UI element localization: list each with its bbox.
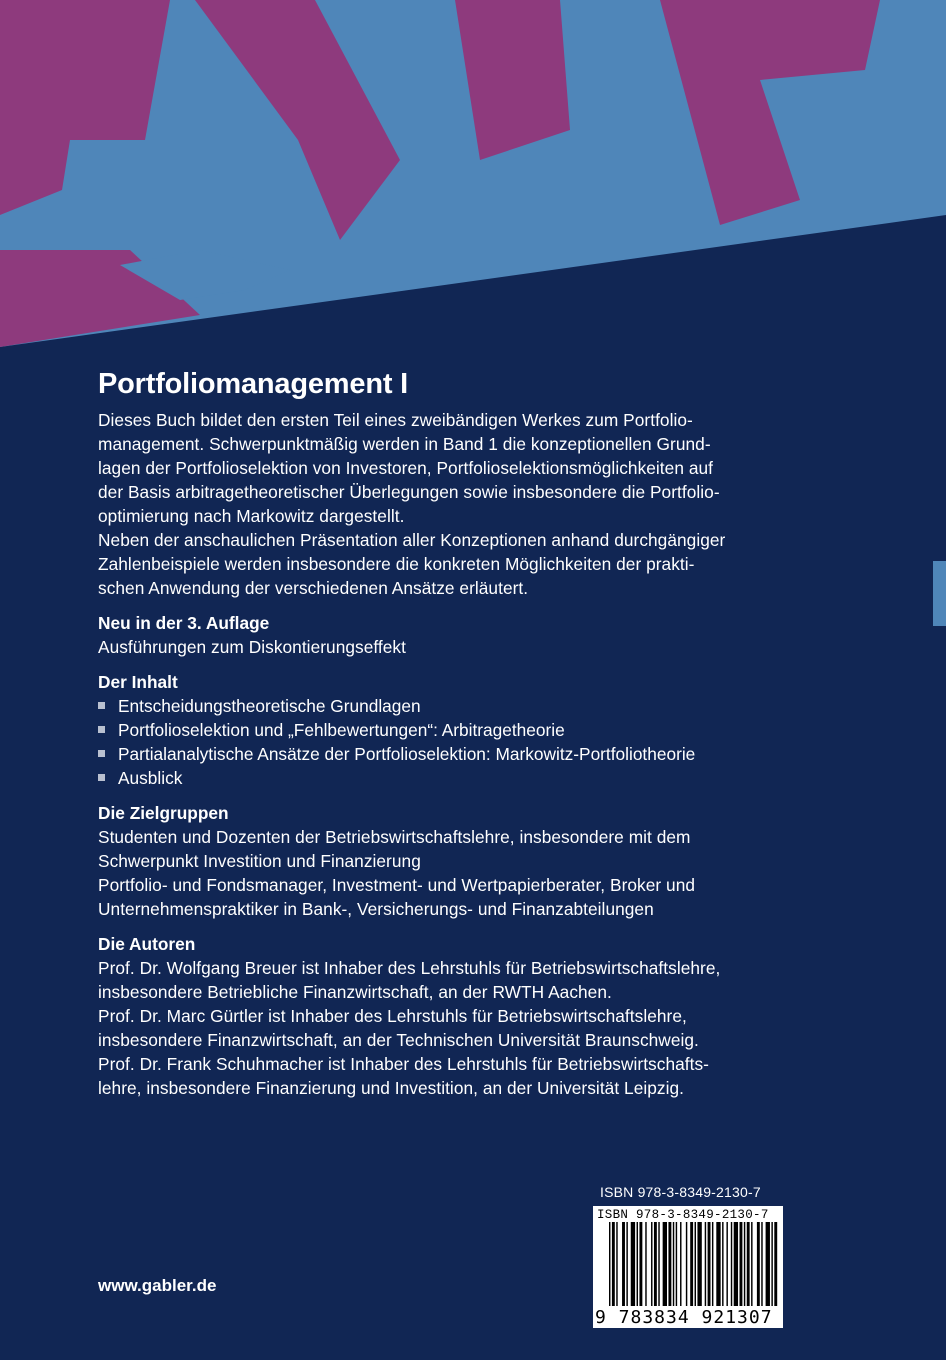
- barcode-bar: [639, 1222, 642, 1306]
- barcode-bar: [612, 1222, 615, 1306]
- barcode-bar: [676, 1222, 677, 1306]
- barcode-bar: [726, 1222, 727, 1306]
- authors-section: [98, 932, 818, 1100]
- list-item-text: Portfolioselektion und „Fehlbewertungen“: Arbitragetheorie: [118, 720, 565, 740]
- description-paragraph-1: Dieses Buch bildet den ersten Teil eines zweibändigen Werkes zum Portfolio- management. Schwerpunktmäßig werden in Band 1 die konzeptionellen Grund- lagen der Portfolioselektion von Investoren, Portfolioselektionsmöglichkeiten auf der Basis arbitragetheoretischer Überlegungen sowie insbesondere die Portfolio- optimierung nach Markowitz dargestellt.: [98, 410, 720, 526]
- new-edition-heading: Neu in der 3. Auflage: [98, 613, 270, 633]
- barcode-bar: [744, 1222, 745, 1306]
- list-item: [98, 694, 818, 718]
- list-item: [98, 766, 818, 790]
- barcode-bar: [637, 1222, 638, 1306]
- barcode: [593, 1206, 783, 1328]
- target-groups-text: Studenten und Dozenten der Betriebswirtschaftslehre, insbesondere mit dem Schwerpunkt Investition und Finanzierung Portfolio- und Fondsmanager, Investment- und Wertpapierberater, Broker und Unternehmenspraktiker in Bank-, Versicherungs- und Finanzabteilungen: [98, 827, 696, 919]
- book-title: Portfoliomanagement I: [98, 368, 408, 400]
- barcode-bar: [774, 1222, 777, 1306]
- barcode-bar: [740, 1222, 743, 1306]
- contents-heading: Der Inhalt: [98, 672, 178, 692]
- authors-text: Prof. Dr. Wolfgang Breuer ist Inhaber des Lehrstuhls für Betriebswirtschaftslehre, insbesondere Betriebliche Finanzwirtschaft, an der RWTH Aachen. Prof. Dr. Marc Gürtler ist Inhaber des Lehrstuhls für Betriebswirtschaftslehre, insbesondere Finanzwirtschaft, an der Technischen Universität Braunschweig. Prof. Dr. Frank Schuhmacher ist Inhaber des Lehrstuhls für Betriebswirtschafts- lehre, insbesondere Finanzierung und Investition, an der Universität Leipzig.: [98, 958, 721, 1098]
- barcode-bar: [663, 1222, 667, 1306]
- bullet-square-icon: [98, 774, 105, 781]
- barcode-bar: [705, 1222, 706, 1306]
- barcode-bar: [680, 1222, 681, 1306]
- barcode-digits: 9 783834 921307: [595, 1307, 773, 1328]
- target-groups-section: [98, 801, 818, 921]
- list-item: [98, 742, 818, 766]
- barcode-bar: [771, 1222, 772, 1306]
- barcode-bar: [695, 1222, 696, 1306]
- barcode-bar: [673, 1222, 674, 1306]
- barcode-bar: [686, 1222, 687, 1306]
- back-cover-text: [98, 366, 818, 1100]
- contents-section: [98, 670, 818, 790]
- list-item: [98, 718, 818, 742]
- new-edition-section: [98, 611, 818, 659]
- list-item-text: Entscheidungstheoretische Grundlagen: [118, 696, 421, 716]
- barcode-bar: [708, 1222, 711, 1306]
- bullet-square-icon: [98, 702, 105, 709]
- description-paragraph-2: Neben der anschaulichen Präsentation aller Konzeptionen anhand durchgängiger Zahlenbeispiele werden insbesondere die konkreten Möglichkeiten der prakti- schen Anwendung der verschiedenen Ansätze erläutert.: [98, 530, 726, 598]
- bullet-square-icon: [98, 750, 105, 757]
- isbn-label: ISBN 978-3-8349-2130-7: [600, 1184, 761, 1200]
- barcode-bar: [651, 1222, 652, 1306]
- barcode-bars: [609, 1222, 779, 1310]
- bullet-square-icon: [98, 726, 105, 733]
- list-item-text: Ausblick: [118, 768, 183, 788]
- edge-tab: [933, 561, 946, 626]
- barcode-bar: [712, 1222, 713, 1306]
- barcode-bar: [747, 1222, 750, 1306]
- barcode-bar: [668, 1222, 671, 1306]
- barcode-bar: [654, 1222, 657, 1306]
- barcode-bar: [645, 1222, 646, 1306]
- barcode-isbn-text: ISBN 978-3-8349-2130-7: [597, 1208, 769, 1222]
- contents-list: [98, 694, 818, 790]
- list-item-text: Partialanalytische Ansätze der Portfolioselektion: Markowitz-Portfoliotheorie: [118, 744, 696, 764]
- publisher-website: www.gabler.de: [98, 1276, 217, 1295]
- barcode-bar: [631, 1222, 635, 1306]
- target-groups-heading: Die Zielgruppen: [98, 803, 229, 823]
- barcode-bar: [616, 1222, 617, 1306]
- barcode-bar: [626, 1222, 627, 1306]
- barcode-bar: [609, 1222, 610, 1306]
- authors-heading: Die Autoren: [98, 934, 196, 954]
- new-edition-text: Ausführungen zum Diskontierungseffekt: [98, 637, 406, 657]
- barcode-bar: [766, 1222, 770, 1306]
- barcode-bar: [722, 1222, 723, 1306]
- barcode-bar: [690, 1222, 693, 1306]
- barcode-bar: [751, 1222, 752, 1306]
- barcode-bar: [697, 1222, 701, 1306]
- barcode-bar: [734, 1222, 738, 1306]
- barcode-bar: [716, 1222, 720, 1306]
- barcode-bar: [622, 1222, 625, 1306]
- barcode-bar: [731, 1222, 732, 1306]
- barcode-bar: [761, 1222, 762, 1306]
- barcode-bar: [658, 1222, 659, 1306]
- barcode-bar: [757, 1222, 760, 1306]
